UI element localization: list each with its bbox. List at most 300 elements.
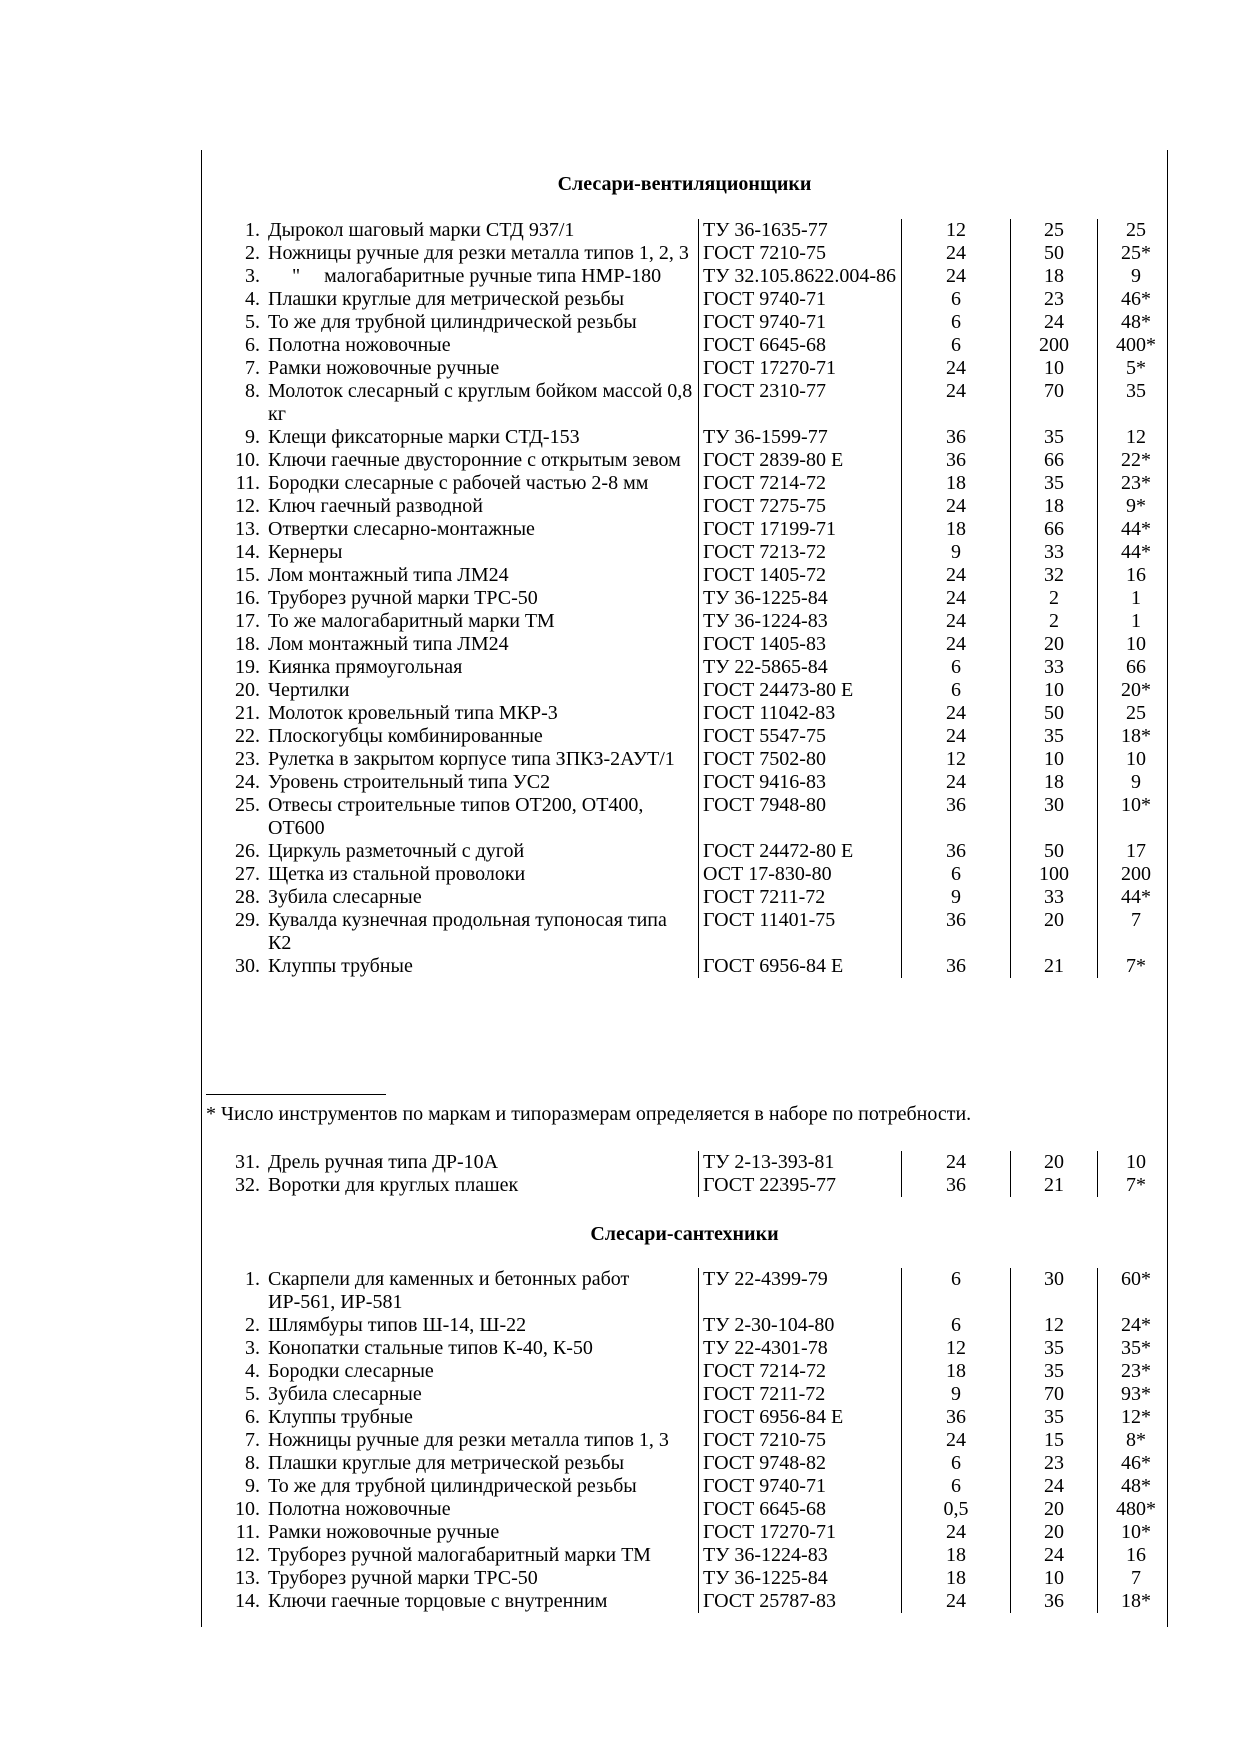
item-value-1: 36 — [902, 1406, 1011, 1429]
table-row — [212, 265, 1174, 288]
item-value-3: 12* — [1098, 1406, 1175, 1429]
item-value-2: 21 — [1011, 1174, 1098, 1197]
item-value-2: 30 — [1011, 1268, 1098, 1314]
table-row — [212, 955, 1174, 978]
item-value-1: 24 — [902, 357, 1011, 380]
item-value-2: 24 — [1011, 1475, 1098, 1498]
item-number: 32. — [235, 1174, 260, 1196]
item-value-3: 44* — [1098, 541, 1175, 564]
item-value-3: 1 — [1098, 610, 1175, 633]
table-row — [212, 1452, 1174, 1475]
item-value-3: 18* — [1098, 725, 1175, 748]
table-row — [212, 702, 1174, 725]
item-number: 2. — [245, 242, 260, 264]
table-row — [212, 840, 1174, 863]
item-value-3: 18* — [1098, 1590, 1175, 1613]
item-value-3: 400* — [1098, 334, 1175, 357]
item-number: 9. — [245, 1475, 260, 1497]
item-number: 22. — [235, 725, 260, 747]
item-value-1: 6 — [902, 679, 1011, 702]
item-standard: ГОСТ 7213-72 — [699, 541, 902, 564]
item-value-1: 24 — [902, 1429, 1011, 1452]
table-body — [212, 219, 1174, 978]
item-number: 7. — [245, 357, 260, 379]
item-value-2: 33 — [1011, 541, 1098, 564]
item-value-2: 32 — [1011, 564, 1098, 587]
item-name: Щетка из стальной проволоки — [268, 863, 526, 885]
item-standard: ТУ 2-13-393-81 — [699, 1151, 902, 1174]
item-number: 14. — [235, 1590, 260, 1612]
table-row — [212, 1174, 1174, 1197]
item-value-2: 10 — [1011, 357, 1098, 380]
item-number: 5. — [245, 311, 260, 333]
item-value-3: 24* — [1098, 1314, 1175, 1337]
table-row — [212, 1521, 1174, 1544]
item-value-3: 60* — [1098, 1268, 1175, 1314]
item-value-2: 36 — [1011, 1590, 1098, 1613]
item-value-2: 2 — [1011, 587, 1098, 610]
table-row — [212, 725, 1174, 748]
item-number: 11. — [235, 472, 260, 494]
item-standard: ГОСТ 22395-77 — [699, 1174, 902, 1197]
table-row — [212, 495, 1174, 518]
item-name: Киянка прямоугольная — [268, 656, 463, 678]
item-name: Дрель ручная типа ДР-10А — [268, 1151, 499, 1173]
item-name: Кувалда кузнечная продольная тупоносая типа К2 — [268, 909, 667, 954]
item-value-3: 66 — [1098, 656, 1175, 679]
item-standard: ОСТ 17-830-80 — [699, 863, 902, 886]
item-standard: ГОСТ 11042-83 — [699, 702, 902, 725]
item-name: Шлямбуры типов Ш-14, Ш-22 — [268, 1314, 527, 1336]
item-value-3: 5* — [1098, 357, 1175, 380]
item-name: Клуппы трубные — [268, 955, 413, 977]
item-value-2: 30 — [1011, 794, 1098, 840]
item-name: Кернеры — [268, 541, 343, 563]
ditto-mark: " — [292, 265, 301, 287]
item-value-1: 24 — [902, 1521, 1011, 1544]
item-value-1: 12 — [902, 748, 1011, 771]
item-value-2: 24 — [1011, 311, 1098, 334]
item-standard: ТУ 22-5865-84 — [699, 656, 902, 679]
item-value-2: 10 — [1011, 748, 1098, 771]
item-number: 1. — [245, 219, 260, 241]
item-number: 7. — [245, 1429, 260, 1451]
item-value-1: 24 — [902, 1590, 1011, 1613]
item-name: Чертилки — [268, 679, 350, 701]
item-standard: ТУ 36-1599-77 — [699, 426, 902, 449]
item-number: 27. — [235, 863, 260, 885]
item-name: Молоток кровельный типа МКР-3 — [268, 702, 558, 724]
table-row — [212, 426, 1174, 449]
item-name: Ключи гаечные двусторонние с открытым зевом — [268, 449, 681, 471]
item-number: 13. — [235, 518, 260, 540]
table-row — [212, 1429, 1174, 1452]
item-name: Лом монтажный типа ЛМ24 — [268, 633, 509, 655]
item-value-2: 35 — [1011, 725, 1098, 748]
item-value-3: 7* — [1098, 955, 1175, 978]
item-value-2: 20 — [1011, 909, 1098, 955]
table-row — [212, 242, 1174, 265]
table-row — [212, 334, 1174, 357]
table-body — [212, 1268, 1174, 1613]
item-standard: ГОСТ 7210-75 — [699, 1429, 902, 1452]
table-body — [212, 1151, 1174, 1197]
item-standard: ГОСТ 7214-72 — [699, 472, 902, 495]
item-number: 6. — [245, 334, 260, 356]
table-row — [212, 288, 1174, 311]
item-value-1: 6 — [902, 1475, 1011, 1498]
item-value-2: 20 — [1011, 1521, 1098, 1544]
item-value-2: 20 — [1011, 1498, 1098, 1521]
item-value-1: 12 — [902, 1337, 1011, 1360]
item-value-3: 1 — [1098, 587, 1175, 610]
item-value-2: 20 — [1011, 1151, 1098, 1174]
item-value-2: 70 — [1011, 380, 1098, 426]
item-number: 3. — [245, 265, 260, 287]
item-number: 8. — [245, 380, 260, 402]
item-name: Бородки слесарные — [268, 1360, 434, 1382]
table-row — [212, 1590, 1174, 1613]
item-value-2: 24 — [1011, 1544, 1098, 1567]
item-number: 17. — [235, 610, 260, 632]
item-standard: ГОСТ 6645-68 — [699, 334, 902, 357]
item-standard: ГОСТ 7211-72 — [699, 1383, 902, 1406]
table-row — [212, 909, 1174, 955]
item-standard: ГОСТ 7948-80 — [699, 794, 902, 840]
item-value-1: 24 — [902, 564, 1011, 587]
item-standard: ГОСТ 7275-75 — [699, 495, 902, 518]
item-standard: ГОСТ 9416-83 — [699, 771, 902, 794]
tools-table-ventilation — [212, 219, 1174, 978]
table-row — [212, 311, 1174, 334]
table-row — [212, 1475, 1174, 1498]
table-row — [212, 1314, 1174, 1337]
item-value-3: 20* — [1098, 679, 1175, 702]
item-value-3: 9 — [1098, 771, 1175, 794]
item-value-1: 6 — [902, 311, 1011, 334]
item-value-1: 36 — [902, 955, 1011, 978]
item-value-2: 23 — [1011, 1452, 1098, 1475]
item-number: 29. — [235, 909, 260, 931]
item-value-1: 12 — [902, 219, 1011, 242]
item-value-2: 12 — [1011, 1314, 1098, 1337]
item-value-2: 50 — [1011, 840, 1098, 863]
table-row — [212, 633, 1174, 656]
item-name: Труборез ручной малогабаритный марки ТМ — [268, 1544, 651, 1566]
item-number: 21. — [235, 702, 260, 724]
item-value-1: 24 — [902, 380, 1011, 426]
item-value-3: 48* — [1098, 311, 1175, 334]
item-number: 24. — [235, 771, 260, 793]
item-value-3: 10* — [1098, 1521, 1175, 1544]
table-row — [212, 1337, 1174, 1360]
item-value-3: 35* — [1098, 1337, 1175, 1360]
item-value-1: 6 — [902, 288, 1011, 311]
item-name: Конопатки стальные типов К-40, К-50 — [268, 1337, 593, 1359]
item-value-2: 20 — [1011, 633, 1098, 656]
item-value-1: 36 — [902, 426, 1011, 449]
item-value-2: 35 — [1011, 472, 1098, 495]
item-value-1: 18 — [902, 1567, 1011, 1590]
item-number: 9. — [245, 426, 260, 448]
item-name: Рулетка в закрытом корпусе типа ЗПКЗ-2АУТ/1 — [268, 748, 675, 770]
item-value-1: 36 — [902, 909, 1011, 955]
item-standard: ГОСТ 5547-75 — [699, 725, 902, 748]
item-number: 4. — [245, 288, 260, 310]
item-number: 16. — [235, 587, 260, 609]
item-number: 10. — [235, 1498, 260, 1520]
item-value-1: 18 — [902, 518, 1011, 541]
item-standard: ГОСТ 6645-68 — [699, 1498, 902, 1521]
item-standard: ТУ 36-1224-83 — [699, 1544, 902, 1567]
item-value-1: 36 — [902, 1174, 1011, 1197]
item-value-2: 35 — [1011, 1406, 1098, 1429]
item-name: То же для трубной цилиндрической резьбы — [268, 311, 637, 333]
item-value-3: 25* — [1098, 242, 1175, 265]
item-number: 6. — [245, 1406, 260, 1428]
item-standard: ГОСТ 25787-83 — [699, 1590, 902, 1613]
item-value-1: 9 — [902, 1383, 1011, 1406]
item-standard: ТУ 22-4301-78 — [699, 1337, 902, 1360]
item-standard: ГОСТ 9740-71 — [699, 288, 902, 311]
item-name: Ножницы ручные для резки металла типов 1, 3 — [268, 1429, 669, 1451]
item-standard: ГОСТ 7214-72 — [699, 1360, 902, 1383]
item-name: Циркуль разметочный с дугой — [268, 840, 525, 862]
table-row — [212, 610, 1174, 633]
page-border-left — [201, 150, 202, 1627]
table-row — [212, 541, 1174, 564]
item-value-3: 9 — [1098, 265, 1175, 288]
item-standard: ГОСТ 7211-72 — [699, 886, 902, 909]
tools-table-plumbing — [212, 1268, 1174, 1613]
item-value-3: 7 — [1098, 909, 1175, 955]
item-number: 10. — [235, 449, 260, 471]
item-value-1: 9 — [902, 541, 1011, 564]
item-value-3: 7 — [1098, 1567, 1175, 1590]
item-standard: ТУ 36-1635-77 — [699, 219, 902, 242]
item-standard: ТУ 36-1225-84 — [699, 1567, 902, 1590]
item-value-1: 24 — [902, 265, 1011, 288]
item-value-3: 10 — [1098, 1151, 1175, 1174]
table-row — [212, 587, 1174, 610]
item-value-2: 35 — [1011, 1337, 1098, 1360]
item-number: 30. — [235, 955, 260, 977]
item-value-1: 6 — [902, 1268, 1011, 1314]
table-row — [212, 357, 1174, 380]
item-standard: ГОСТ 6956-84 Е — [699, 955, 902, 978]
item-value-1: 36 — [902, 840, 1011, 863]
item-value-2: 70 — [1011, 1383, 1098, 1406]
item-name: Зубила слесарные — [268, 1383, 422, 1405]
item-name: Полотна ножовочные — [268, 334, 451, 356]
section-title-ventilation: Слесари-вентиляционщики — [557, 173, 812, 195]
item-value-1: 36 — [902, 794, 1011, 840]
table-row — [212, 794, 1174, 840]
item-standard: ГОСТ 17270-71 — [699, 1521, 902, 1544]
item-value-1: 18 — [902, 472, 1011, 495]
table-row — [212, 449, 1174, 472]
item-value-2: 10 — [1011, 1567, 1098, 1590]
item-value-3: 23* — [1098, 1360, 1175, 1383]
item-number: 4. — [245, 1360, 260, 1382]
item-name: Воротки для круглых плашек — [268, 1174, 519, 1196]
item-standard: ГОСТ 1405-72 — [699, 564, 902, 587]
item-number: 2. — [245, 1314, 260, 1336]
item-value-1: 24 — [902, 587, 1011, 610]
item-value-3: 93* — [1098, 1383, 1175, 1406]
item-value-3: 25 — [1098, 702, 1175, 725]
item-value-3: 8* — [1098, 1429, 1175, 1452]
item-value-2: 50 — [1011, 702, 1098, 725]
item-number: 14. — [235, 541, 260, 563]
item-standard: ТУ 2-30-104-80 — [699, 1314, 902, 1337]
table-row — [212, 1268, 1174, 1314]
item-value-1: 24 — [902, 495, 1011, 518]
item-name: Плашки круглые для метрической резьбы — [268, 1452, 625, 1474]
item-standard: ГОСТ 11401-75 — [699, 909, 902, 955]
item-standard: ГОСТ 2839-80 Е — [699, 449, 902, 472]
item-name: Ножницы ручные для резки металла типов 1, 2, 3 — [268, 242, 689, 264]
item-standard: ГОСТ 6956-84 Е — [699, 1406, 902, 1429]
item-name: Зубила слесарные — [268, 886, 422, 908]
item-value-3: 7* — [1098, 1174, 1175, 1197]
item-value-3: 35 — [1098, 380, 1175, 426]
item-number: 26. — [235, 840, 260, 862]
item-number: 25. — [235, 794, 260, 816]
table-row — [212, 748, 1174, 771]
item-value-1: 24 — [902, 771, 1011, 794]
item-value-3: 46* — [1098, 1452, 1175, 1475]
item-name: Труборез ручной марки ТРС-50 — [268, 1567, 538, 1589]
item-standard: ТУ 36-1224-83 — [699, 610, 902, 633]
table-row — [212, 679, 1174, 702]
item-value-3: 25 — [1098, 219, 1175, 242]
item-value-2: 23 — [1011, 288, 1098, 311]
item-name: Плашки круглые для метрической резьбы — [268, 288, 625, 310]
item-value-1: 0,5 — [902, 1498, 1011, 1521]
item-value-3: 480* — [1098, 1498, 1175, 1521]
item-value-1: 9 — [902, 886, 1011, 909]
item-value-3: 9* — [1098, 495, 1175, 518]
item-number: 18. — [235, 633, 260, 655]
table-row — [212, 1360, 1174, 1383]
item-standard: ТУ 32.105.8622.004-86 — [699, 265, 902, 288]
item-number: 31. — [235, 1151, 260, 1173]
item-value-3: 23* — [1098, 472, 1175, 495]
item-value-3: 12 — [1098, 426, 1175, 449]
item-value-2: 33 — [1011, 656, 1098, 679]
item-value-3: 17 — [1098, 840, 1175, 863]
table-row — [212, 1406, 1174, 1429]
item-standard: ТУ 36-1225-84 — [699, 587, 902, 610]
item-number: 12. — [235, 1544, 260, 1566]
table-row — [212, 1567, 1174, 1590]
item-number: 1. — [245, 1268, 260, 1290]
table-row — [212, 886, 1174, 909]
item-number: 19. — [235, 656, 260, 678]
item-value-3: 48* — [1098, 1475, 1175, 1498]
item-number: 11. — [235, 1521, 260, 1543]
item-value-1: 24 — [902, 702, 1011, 725]
item-name: Уровень строительный типа УС2 — [268, 771, 551, 793]
item-value-2: 35 — [1011, 426, 1098, 449]
table-row — [212, 1383, 1174, 1406]
item-name: Ключ гаечный разводной — [268, 495, 484, 517]
item-name: Скарпели для каменных и бетонных работ ИР-561, ИР-581 — [268, 1268, 630, 1313]
item-value-1: 6 — [902, 863, 1011, 886]
tools-table-ventilation-continued — [212, 1151, 1174, 1197]
item-number: 5. — [245, 1383, 260, 1405]
item-value-2: 25 — [1011, 219, 1098, 242]
item-value-3: 16 — [1098, 564, 1175, 587]
item-name: Отвертки слесарно-монтажные — [268, 518, 535, 540]
item-value-1: 6 — [902, 1314, 1011, 1337]
table-row — [212, 656, 1174, 679]
item-value-1: 24 — [902, 725, 1011, 748]
item-value-2: 35 — [1011, 1360, 1098, 1383]
item-name: Молоток слесарный с круглым бойком массой 0,8 кг — [268, 380, 693, 425]
table-row — [212, 863, 1174, 886]
item-name: То же малогабаритный марки ТМ — [268, 610, 555, 632]
table-row — [212, 518, 1174, 541]
item-value-2: 200 — [1011, 334, 1098, 357]
item-name — [268, 265, 699, 288]
item-standard: ГОСТ 17199-71 — [699, 518, 902, 541]
item-value-3: 44* — [1098, 886, 1175, 909]
item-number: 8. — [245, 1452, 260, 1474]
item-value-2: 10 — [1011, 679, 1098, 702]
item-value-3: 10 — [1098, 748, 1175, 771]
item-value-2: 21 — [1011, 955, 1098, 978]
item-standard: ТУ 22-4399-79 — [699, 1268, 902, 1314]
item-name: Рамки ножовочные ручные — [268, 1521, 500, 1543]
item-value-1: 18 — [902, 1544, 1011, 1567]
item-value-1: 6 — [902, 656, 1011, 679]
item-standard: ГОСТ 1405-83 — [699, 633, 902, 656]
item-name: Ключи гаечные торцовые с внутренним — [268, 1590, 608, 1612]
item-standard: ГОСТ 17270-71 — [699, 357, 902, 380]
item-number: 12. — [235, 495, 260, 517]
table-row — [212, 1498, 1174, 1521]
item-value-2: 50 — [1011, 242, 1098, 265]
item-name: Плоскогубцы комбинированные — [268, 725, 543, 747]
item-value-2: 66 — [1011, 518, 1098, 541]
table-row — [212, 219, 1174, 242]
item-name: Лом монтажный типа ЛМ24 — [268, 564, 509, 586]
footnote: * Число инструментов по маркам и типоразмерам определяется в наборе по потребности. — [206, 1103, 972, 1125]
item-name: Отвесы строительные типов ОТ200, ОТ400, ОТ600 — [268, 794, 644, 839]
item-value-3: 200 — [1098, 863, 1175, 886]
item-standard: ГОСТ 7502-80 — [699, 748, 902, 771]
item-number: 23. — [235, 748, 260, 770]
item-number: 13. — [235, 1567, 260, 1589]
item-value-2: 100 — [1011, 863, 1098, 886]
item-value-3: 10 — [1098, 633, 1175, 656]
item-value-1: 6 — [902, 334, 1011, 357]
item-value-1: 18 — [902, 1360, 1011, 1383]
table-row — [212, 472, 1174, 495]
item-value-3: 10* — [1098, 794, 1175, 840]
footnote-divider — [206, 1094, 386, 1095]
item-value-1: 24 — [902, 610, 1011, 633]
item-value-2: 15 — [1011, 1429, 1098, 1452]
item-name: Бородки слесарные с рабочей частью 2-8 мм — [268, 472, 649, 494]
item-value-1: 36 — [902, 449, 1011, 472]
item-name: Труборез ручной марки ТРС-50 — [268, 587, 538, 609]
item-value-2: 18 — [1011, 265, 1098, 288]
table-row — [212, 380, 1174, 426]
item-value-3: 22* — [1098, 449, 1175, 472]
